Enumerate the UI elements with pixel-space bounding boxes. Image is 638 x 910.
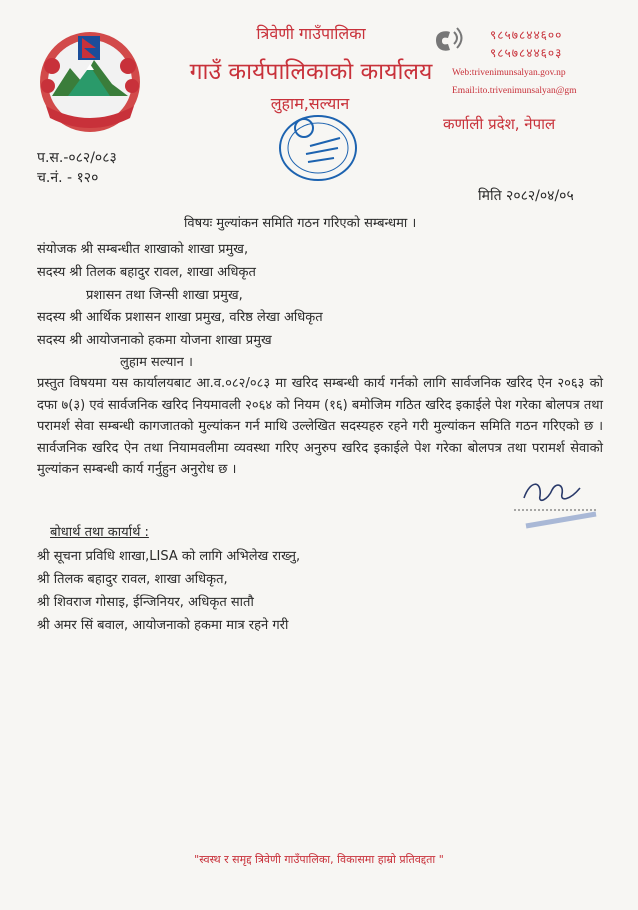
cc-item: श्री तिलक बहादुर रावल, शाखा अधिकृत, (37, 572, 228, 587)
addressee-line: संयोजक श्री सम्बन्धीत शाखाको शाखा प्रमुख, (37, 242, 249, 257)
nepal-emblem-icon (32, 26, 148, 138)
footer-slogan: "स्वस्थ र समृद्द त्रिवेणी गाउँपालिका, विकासमा हाम्रो प्रतिवद्दता " (194, 853, 444, 866)
addressee-line: सदस्य श्री तिलक बहादुर रावल, शाखा अधिकृत (37, 265, 256, 280)
email-text: Email:ito.trivenimunsalyan@gm (452, 86, 577, 96)
phone-number-1: ९८५७८४४६०० (490, 28, 563, 42)
cc-item: श्री सूचना प्रविधि शाखा,LISA को लागि अभिलेख राख्नु, (37, 549, 301, 564)
letter-body: प्रस्तुत विषयमा यस कार्यालयबाट आ.व.०८२/०८३ मा खरिद सम्बन्धी कार्य गर्नको लागि सार्वजनिक खरिद ऐन २०६३ को दफा ७(३) एवं सार्वजनिक खरिद नियमावली २०६४ को नियम (१६) बमोजिम गठित खरिद इकाईले पेश गरेका बोलपत्र तथा परामर्श सेवा सम्बन्धी कागजातको मुल्यांकन गर्न माथि उल्लेखित सदस्यहरु रहने गरी मुल्यांकन समिति गठन गरिएको छ । सार्वजनिक खरिद ऐन तथा नियामवलीमा व्यवस्था गरिए अनुरुप खरिद इकाईले पेश गरेका बोलपत्र तथा परामर्श सेवाको मुल्यांकन सम्बन्धी कार्य गर्नुहुन अनुरोध छ । (37, 376, 603, 478)
phone-icon (430, 26, 466, 56)
addressee-line: लुहाम सल्यान । (120, 355, 193, 370)
letter-date: मिति २०८२/०४/०५ (478, 188, 574, 204)
office-location: लुहाम,सल्यान (270, 94, 350, 113)
addressee-line: सदस्य श्री आर्थिक प्रशासन शाखा प्रमुख, वरिष्ठ लेखा अधिकृत (37, 310, 323, 325)
province-text: कर्णाली प्रदेश, नेपाल (443, 115, 556, 133)
office-name: गाउँ कार्यपालिकाको कार्यालय (189, 59, 433, 85)
municipality-name: त्रिवेणी गाउँपालिका (256, 24, 366, 43)
phone-number-2: ९८५७८४४६०३ (490, 46, 563, 60)
office-seal-icon (276, 112, 360, 184)
reference-number: प.स.-०८२/०८३ (37, 150, 117, 166)
website-text: Web:trivenimunsalyan.gov.np (452, 68, 566, 78)
dispatch-number: च.नं. - १२० (37, 170, 99, 186)
addressee-line: सदस्य श्री आयोजनाको हकमा योजना शाखा प्रमुख (37, 333, 272, 348)
signature-stamp-icon (508, 470, 604, 536)
cc-item: श्री अमर सिं बवाल, आयोजनाको हकमा मात्र रहने गरी (37, 618, 289, 633)
subject-line: विषयः मुल्यांकन समिति गठन गरिएको सम्बन्धमा । (184, 216, 417, 231)
cc-item: श्री शिवराज गोसाइ, ईन्जिनियर, अधिकृत सातौ (37, 595, 254, 610)
cc-title: बोधार्थ तथा कार्यार्थ : (50, 525, 149, 540)
addressee-line: प्रशासन तथा जिन्सी शाखा प्रमुख, (86, 288, 243, 303)
